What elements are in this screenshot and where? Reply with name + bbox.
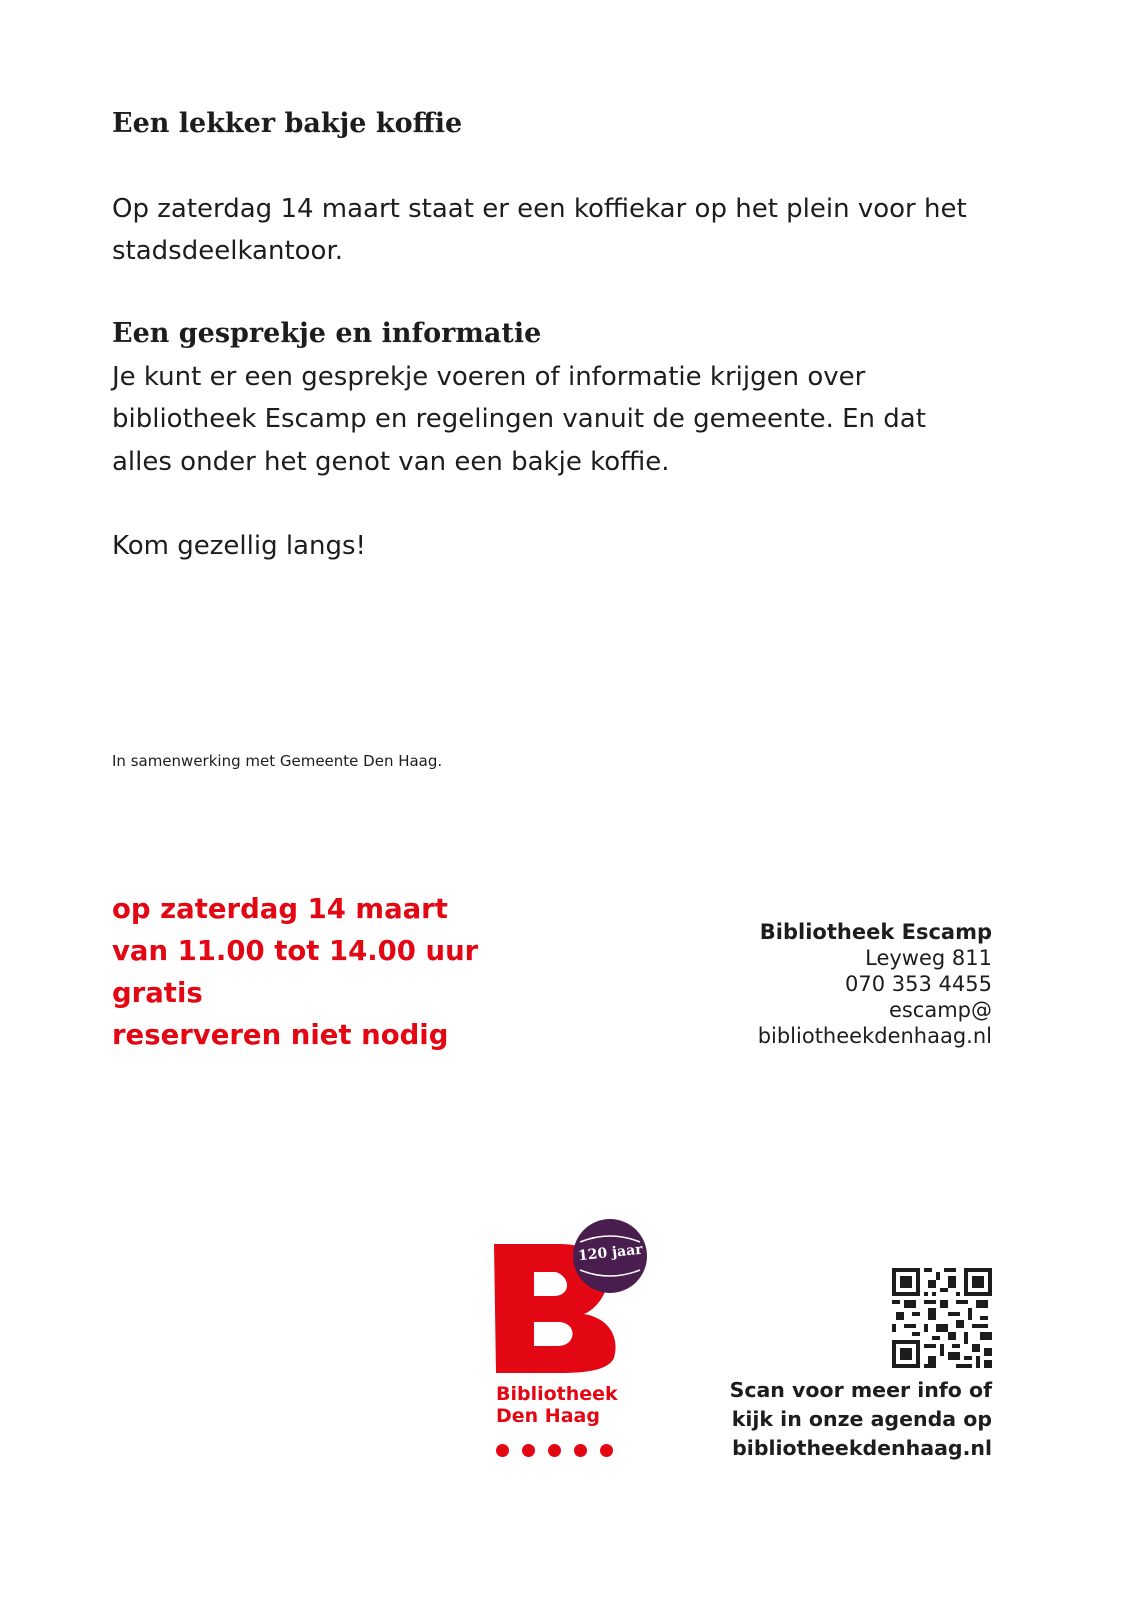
info-line-1: Je kunt er een gesprekje voeren of informatie krijgen over [112, 362, 866, 392]
scan-line-3[interactable]: bibliotheekdenhaag.nl [732, 1436, 992, 1460]
event-price: gratis [112, 977, 203, 1009]
logo-line-2: Den Haag [496, 1405, 600, 1427]
heading-koffie: Een lekker bakje koffie [112, 108, 463, 139]
bibliotheek-logo [488, 1218, 668, 1468]
intro-line-2: stadsdeelkantoor. [112, 236, 344, 266]
scan-line-2: kijk in onze agenda op [731, 1407, 992, 1431]
location-phone: 070 353 4455 [845, 972, 992, 996]
location-street: Leyweg 811 [865, 946, 992, 970]
address-block [758, 919, 992, 1049]
closing-text: Kom gezellig langs! [112, 531, 366, 561]
location-name: Bibliotheek Escamp [759, 920, 992, 944]
credit-text: In samenwerking met Gemeente Den Haag. [112, 752, 443, 770]
info-line-3: alles onder het genot van een bakje koffie. [112, 447, 670, 477]
info-line-2: bibliotheek Escamp en regelingen vanuit de gemeente. En dat [112, 404, 926, 434]
location-email-2: bibliotheekdenhaag.nl [757, 1024, 992, 1048]
badge-text: 120 jaar [577, 1241, 644, 1265]
scan-info [730, 1376, 992, 1463]
qr-code-icon[interactable] [892, 1268, 992, 1368]
intro-line-1: Op zaterdag 14 maart staat er een koffiekar op het plein voor het [112, 194, 967, 224]
event-date: op zaterdag 14 maart [112, 893, 448, 925]
location-email-1: escamp@ [888, 998, 992, 1022]
heading-informatie: Een gesprekje en informatie [112, 318, 542, 349]
event-details [112, 888, 478, 1056]
logo-dots [496, 1442, 626, 1461]
scan-line-1: Scan voor meer info of [729, 1378, 992, 1402]
event-time: van 11.00 tot 14.00 uur [112, 935, 479, 967]
event-reservation: reserveren niet nodig [112, 1019, 449, 1051]
logo-line-1: Bibliotheek [496, 1383, 618, 1405]
